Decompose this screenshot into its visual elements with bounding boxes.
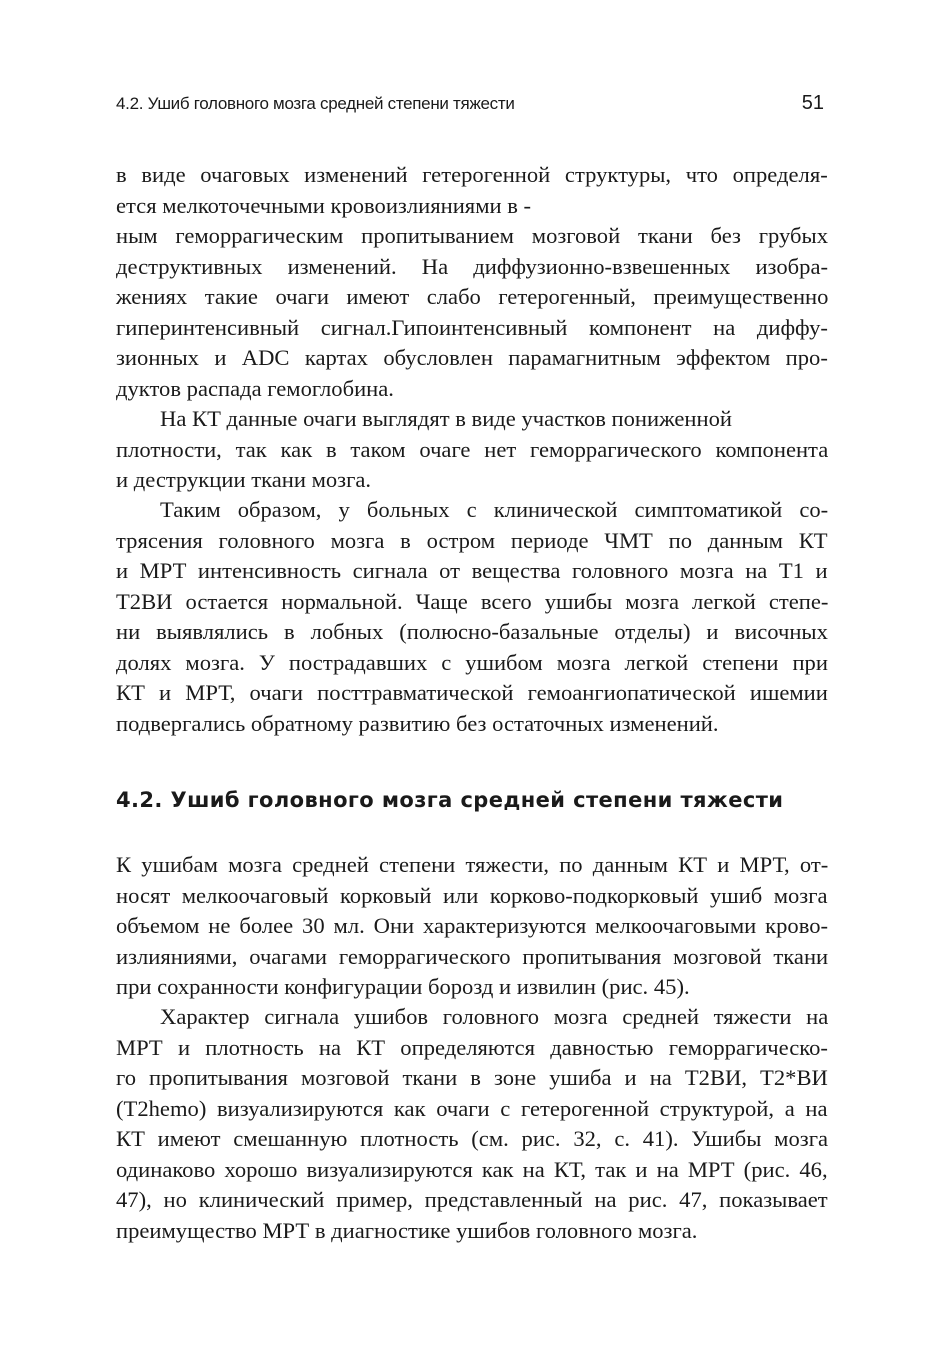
text-line: долях мозга. У пострадавших с ушибом мозга легкой степени при [116,649,828,675]
text-line: излияниями, очагами геморрагического пропитывания мозговой ткани [116,943,829,969]
paragraph-2 [116,404,828,496]
paragraph-5 [116,1002,828,1246]
text-line: дуктов распада гемоглобина. [116,375,394,401]
running-title: 4.2. Ушиб головного мозга средней степени тяжести [116,94,515,113]
text-line: КТ имеют смешанную плотность (см. рис. 32, с. 41). Ушибы мозга [116,1126,828,1151]
page-number: 51 [801,92,824,114]
text-line: МРТ и плотность на КТ определяются давностью геморрагическо- [116,1034,828,1060]
text-line: 47), но клинический пример, представленный на рис. 47, показывает [116,1187,828,1212]
text-line: объемом не более 30 мл. Они характеризуются мелкоочаговыми крово- [116,913,829,938]
text-line: Т2ВИ остается нормальной. Чаще всего ушибы мозга легкой степе- [116,588,829,614]
text-line: носят мелкоочаговый корковый или корково-подкорковый ушиб мозга [116,882,828,908]
text-line: и деструкции ткани мозга. [116,467,372,492]
section-heading: 4.2. Ушиб головного мозга средней степени тяжести [116,788,784,812]
text-line: Таким образом, у больных с клинической симптоматикой со- [160,497,829,522]
text-line: и МРТ интенсивность сигнала от вещества головного мозга на Т1 и [116,558,828,583]
paragraph-4 [116,850,828,1003]
text-line: при сохранности конфигурации борозд и извилин (рис. 45). [116,974,690,999]
text-line: ным геморрагическим пропитыванием мозговой ткани без грубых [116,223,829,248]
running-head [116,92,824,118]
text-line: гиперинтенсивный сигнал.Гипоинтенсивный компонент на диффу- [116,314,828,340]
text-line: зионных и ADC картах обусловлен парамагнитным эффектом про- [116,345,828,370]
paragraph-3 [116,495,828,739]
text-line: (T2hemo) визуализируются как очаги с гетерогенной структурой, а на [116,1095,828,1121]
text-line: ется мелкоточечными кровоизлияниями в - [116,192,532,218]
text-line: КТ и МРТ, очаги посттравматической гемоангиопатической ишемии [116,680,828,705]
text-line: К ушибам мозга средней степени тяжести, по данным КТ и МРТ, от- [116,852,829,877]
paragraph-1 [116,160,828,404]
text-line: ни выявлялись в лобных (полюсно-базальные отделы) и височных [116,619,828,644]
text-line: деструктивных изменений. На диффузионно-взвешенных изобра- [116,253,828,279]
text-line: одинаково хорошо визуализируются как на КТ, так и на МРТ (рис. 46, [116,1156,828,1182]
text-line: подвергались обратному развитию без остаточных изменений. [116,710,719,736]
text-line: Характер сигнала ушибов головного мозга средней тяжести на [160,1004,829,1029]
text-line: На КТ данные очаги выглядят в виде участков пониженной [160,406,732,431]
text-line: трясения головного мозга в остром периоде ЧМТ по данным КТ [116,527,828,553]
text-line: го пропитывания мозговой ткани в зоне ушиба и на Т2ВИ, Т2*ВИ [116,1065,828,1090]
text-line: преимущество МРТ в диагностике ушибов головного мозга. [116,1217,698,1243]
text-line: жениях такие очаги имеют слабо гетерогенный, преимущественно [116,284,829,309]
text-line: плотности, так как в таком очаге нет геморрагического компонента [116,436,829,462]
text-line: в виде очаговых изменений гетерогенной структуры, что определя- [116,162,828,187]
